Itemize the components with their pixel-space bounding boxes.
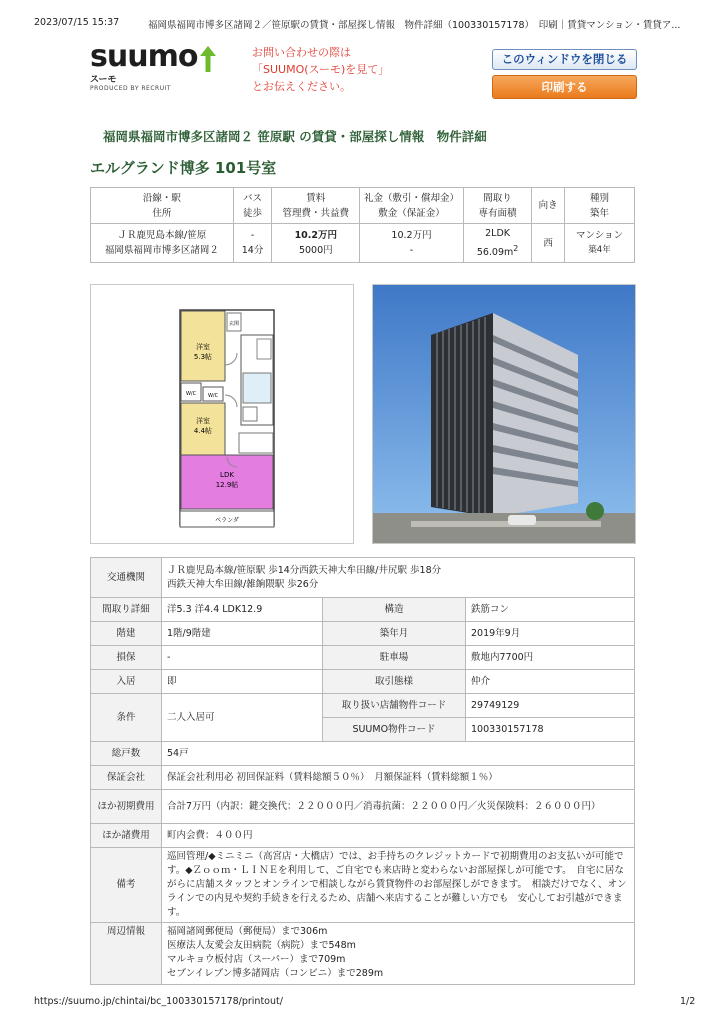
contact-notice: [252, 44, 389, 95]
logo-produced-by: PRODUCED BY RECRUIT: [90, 85, 172, 92]
initial-cost-label: ほか初期費用: [91, 790, 162, 824]
value-line: ＪＲ鹿児島本線/笹原: [117, 230, 207, 241]
value-address: 福岡県福岡市博多区諸岡２: [104, 245, 219, 256]
value-area: 56.09m: [476, 247, 514, 259]
floor-plan-image[interactable]: [90, 284, 354, 544]
value-direction: 西: [543, 237, 553, 249]
built-value: 2019年9月: [466, 622, 635, 646]
value-key-money: 10.2万円: [391, 230, 432, 241]
remarks-value: 巡回管理/◆ミニミニ（高宮店・大橋店）では、お手持ちのクレジットカードで初期費用のお支払いが可能です。◆Ｚｏｏｍ・ＬＩＮＥを利用して、ご自宅でも来店時と変わらないお部屋探しが可能です。 自宅に居ながらに店舗スタッフとオンラインで相談しながら賃貸物件のお部屋探しができます。 相談だけでなく、オンラインでの内見や契約手続きを行えるため、店舗へ来店することが難しい方でも 安心してお引越ができます。: [162, 848, 635, 923]
value-deposit: -: [409, 245, 414, 256]
nearby-item: マルキョウ板付店（スーパー）まで709m: [167, 954, 346, 965]
header-line: 沿線・駅: [142, 192, 181, 204]
print-datetime: 2023/07/15 15:37: [34, 17, 120, 28]
header-address: 住所: [152, 207, 172, 219]
header-bus: バス: [243, 192, 263, 204]
header-age: 築年: [589, 207, 609, 219]
units-label: 総戸数: [91, 742, 162, 766]
layout-detail-label: 間取り詳細: [91, 598, 162, 622]
header-type: 種別: [589, 192, 609, 204]
header-layout: 間取り: [483, 192, 512, 204]
print-button[interactable]: 印刷する: [492, 75, 637, 99]
print-url: https://suumo.jp/chintai/bc_100330157178/printout/: [34, 996, 283, 1007]
suumo-code-value: 100330157178: [466, 718, 635, 742]
value-type: マンション: [575, 230, 624, 241]
parking-label: 駐車場: [323, 646, 466, 670]
other-cost-label: ほか諸費用: [91, 824, 162, 848]
units-value: 54戸: [162, 742, 635, 766]
wic-label: W/C: [185, 391, 197, 397]
conditions-label: 条件: [91, 694, 162, 742]
logo-wordmark: suumo: [90, 39, 198, 74]
value-age: 築4年: [588, 245, 611, 255]
move-in-label: 入居: [91, 670, 162, 694]
wic-label: W/C: [207, 393, 219, 399]
guarantor-value: 保証会社利用必 初回保証料（賃料総額５０％） 月額保証料（賃料総額１％）: [162, 766, 635, 790]
logo-subtitle: スーモ: [90, 75, 117, 85]
header-walk: 徒歩: [243, 207, 263, 219]
nearby-item: 福岡諸岡郵便局（郵便局）まで306m: [167, 926, 328, 937]
nearby-item: セブンイレブン博多諸岡店（コンビニ）まで289m: [167, 968, 384, 979]
ldk-label: LDK: [220, 471, 234, 479]
summary-table: [90, 187, 635, 263]
print-page-title: 福岡県福岡市博多区諸岡２／笹原駅の賃貸・部屋探し情報 物件詳細（100330157178） 印刷｜賃貸マンション・賃貸ア...: [148, 20, 681, 31]
room1-label: 洋室: [196, 343, 210, 351]
access-line: ＪＲ鹿児島本線/笹原駅 歩14分西鉄天神大牟田線/井尻駅 歩18分: [167, 564, 442, 576]
header-deposit: 敷金（保証金）: [378, 207, 445, 219]
transaction-label: 取引態様: [323, 670, 466, 694]
header-key-money: 礼金（敷引・償却金）: [363, 192, 459, 204]
remarks-label: 備考: [91, 848, 162, 923]
suumo-logo[interactable]: [90, 39, 230, 98]
floor-value: 1階/9階建: [162, 622, 323, 646]
building-photo[interactable]: [372, 284, 636, 544]
notice-line: とお伝えください。: [252, 80, 351, 93]
page-title: 福岡県福岡市博多区諸岡２ 笹原駅 の賃貸・部屋探し情報 物件詳細: [103, 129, 487, 144]
built-label: 築年月: [323, 622, 466, 646]
print-page-number: 1/2: [680, 996, 696, 1007]
value-rent: 10.2万円: [294, 230, 338, 241]
store-code-value: 29749129: [466, 694, 635, 718]
close-window-button[interactable]: このウィンドウを閉じる: [492, 49, 637, 70]
insurance-label: 損保: [91, 646, 162, 670]
room1-size: 5.3帖: [193, 353, 213, 361]
logo-arrow-icon: [198, 44, 218, 72]
notice-line: お問い合わせの際は: [252, 46, 351, 59]
value-fee: 5000円: [298, 245, 333, 256]
building-drawing: [373, 285, 635, 543]
insurance-value: -: [162, 646, 323, 670]
property-title: エルグランド博多 101号室: [90, 159, 277, 177]
room2-label: 洋室: [196, 417, 210, 425]
suumo-code-label: SUUMO物件コード: [323, 718, 466, 742]
header-fee: 管理費・共益費: [282, 207, 350, 219]
floor-plan-drawing: [91, 285, 353, 543]
guarantor-label: 保証会社: [91, 766, 162, 790]
detail-table: [90, 557, 635, 985]
access-line: 西鉄天神大牟田線/雑餉隈駅 歩26分: [167, 578, 319, 590]
room2-size: 4.4帖: [193, 427, 213, 435]
nearby-item: 医療法人友愛会友田病院（病院）まで548m: [167, 940, 356, 951]
parking-value: 敷地内7700円: [466, 646, 635, 670]
move-in-value: 即: [162, 670, 323, 694]
access-label: 交通機関: [91, 558, 162, 598]
store-code-label: 取り扱い店舗物件コード: [323, 694, 466, 718]
notice-line: 「SUUMO(スーモ)を見て」: [252, 63, 390, 76]
structure-value: 鉄筋コン: [466, 598, 635, 622]
conditions-value: 二人入居可: [162, 694, 323, 742]
ldk-size: 12.9帖: [215, 481, 239, 489]
layout-detail-value: 洋5.3 洋4.4 LDK12.9: [162, 598, 323, 622]
transaction-value: 仲介: [466, 670, 635, 694]
nearby-label: 周辺情報: [91, 923, 162, 985]
header-area: 専有面積: [478, 207, 517, 219]
genkan-label: 玄関: [228, 321, 240, 327]
header-rent: 賃料: [306, 192, 326, 204]
value-area-unit-sup: 2: [513, 243, 519, 253]
floor-label: 階建: [91, 622, 162, 646]
balcony-label: ベランダ: [215, 517, 239, 524]
value-bus: -: [250, 230, 255, 241]
header-direction: 向き: [538, 200, 558, 211]
other-cost-value: 町内会費：４００円: [162, 824, 635, 848]
value-layout: 2LDK: [485, 227, 510, 239]
structure-label: 構造: [323, 598, 466, 622]
value-walk: 14分: [241, 245, 264, 256]
initial-cost-value: 合計7万円（内訳：鍵交換代：２２０００円／消毒抗菌：２２０００円／火災保険料：２６０００円）: [162, 790, 635, 824]
